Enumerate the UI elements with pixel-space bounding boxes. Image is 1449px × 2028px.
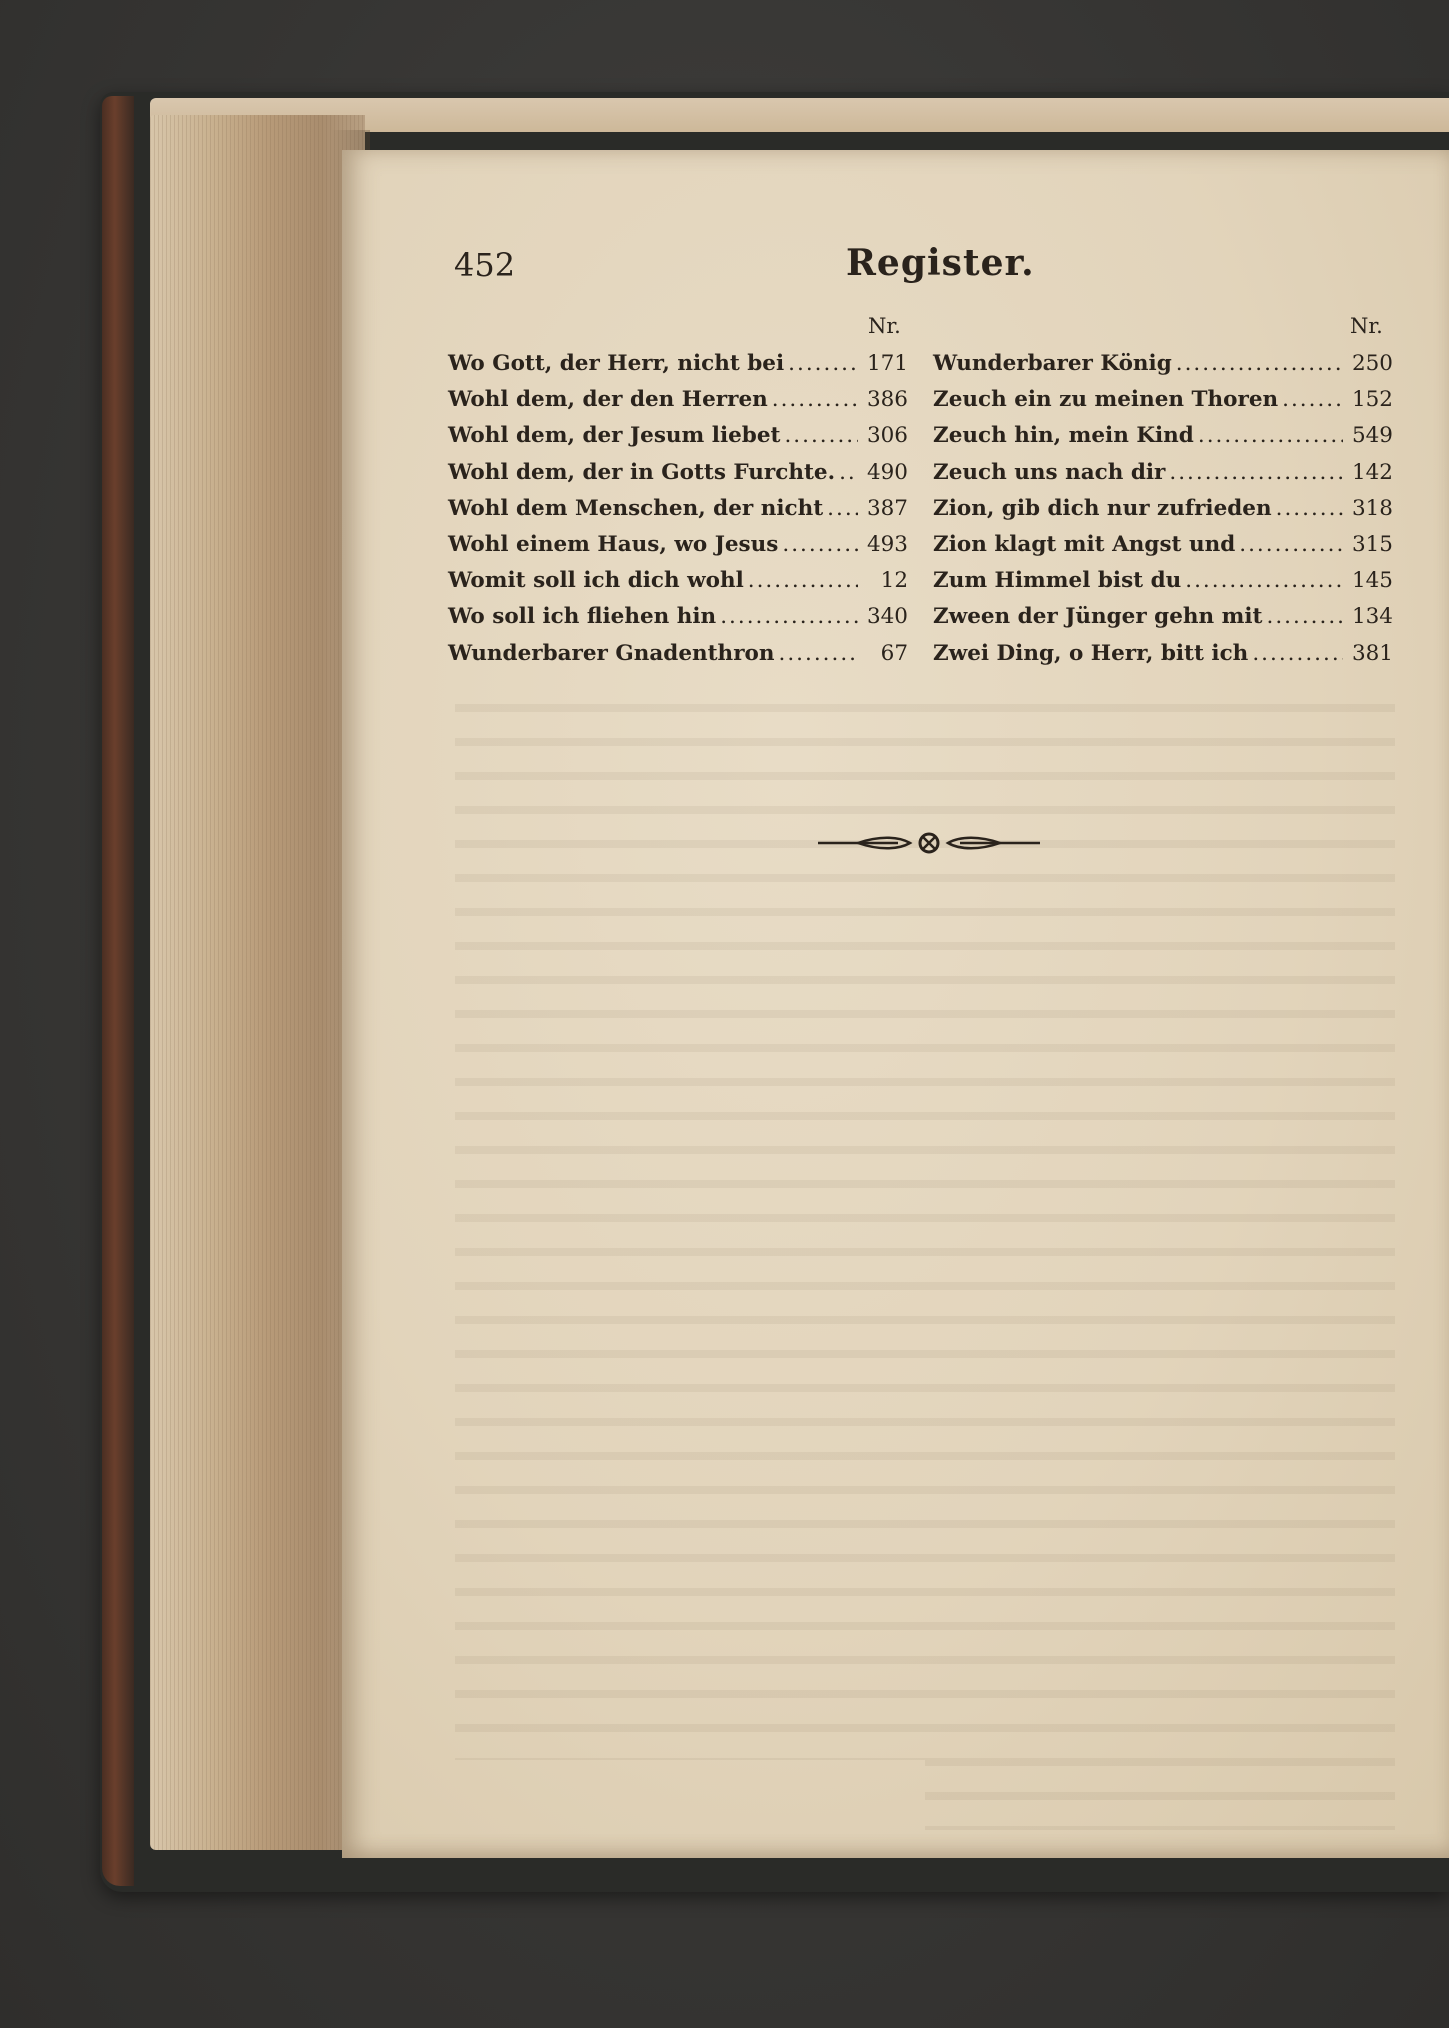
entry-number: 315	[1351, 531, 1393, 557]
index-entry	[933, 460, 1393, 496]
entry-title: Zeuch ein zu meinen Thoren	[933, 387, 1279, 413]
entry-title: Wohl einem Haus, wo Jesus	[448, 531, 779, 557]
leader-dots	[1276, 496, 1343, 521]
leader-dots	[782, 532, 858, 557]
entry-title: Zion klagt mit Angst und	[933, 531, 1236, 557]
entry-number: 134	[1351, 604, 1393, 630]
entry-number: 171	[866, 351, 908, 376]
index-entry	[448, 568, 908, 604]
index-column-left	[448, 351, 908, 677]
entry-title: Womit soll ich dich wohl	[448, 568, 744, 594]
entry-number: 145	[1351, 568, 1393, 594]
entry-title: Wohl dem, der den Herren	[448, 387, 768, 413]
entry-number: 490	[866, 459, 908, 485]
entry-title: Wohl dem Menschen, der nicht	[448, 495, 824, 521]
column-header-right: Nr.	[1350, 314, 1383, 338]
entry-number: 318	[1351, 495, 1393, 521]
entry-title: Wohl dem, der Jesum liebet	[448, 423, 781, 449]
entry-number: 493	[866, 531, 908, 557]
leader-dots	[1266, 604, 1343, 629]
index-entry	[448, 460, 908, 496]
leader-dots	[1282, 387, 1343, 412]
leader-dots	[1239, 532, 1343, 557]
page-title: Register.	[846, 242, 1035, 284]
entry-number: 340	[866, 604, 908, 630]
entry-number: 387	[866, 495, 908, 521]
index-entry	[448, 532, 908, 568]
index-entry	[448, 351, 908, 387]
book-spine-edge	[102, 96, 134, 1886]
index-entry	[933, 532, 1393, 568]
leader-dots	[1176, 351, 1343, 376]
entry-title: Zwei Ding, o Herr, bitt ich	[933, 640, 1249, 666]
leader-dots	[1198, 423, 1343, 448]
entry-title: Zeuch hin, mein Kind	[933, 423, 1194, 449]
index-entry	[933, 641, 1393, 677]
entry-title: Wo Gott, der Herr, nicht bei	[448, 351, 785, 376]
leader-dots	[720, 604, 858, 629]
entry-title: Wo soll ich fliehen hin	[448, 604, 717, 630]
index-entry	[933, 387, 1393, 423]
index-entry	[448, 641, 908, 677]
entry-number: 250	[1351, 351, 1393, 376]
leader-dots	[1252, 641, 1343, 666]
index-entry	[448, 387, 908, 423]
ornamental-divider	[818, 828, 1040, 858]
index-entry	[933, 351, 1393, 387]
leader-dots	[784, 423, 858, 448]
entry-number: 381	[1351, 640, 1393, 666]
index-entry	[448, 496, 908, 532]
entry-number: 12	[880, 568, 908, 594]
entry-number: 152	[1351, 387, 1393, 413]
entry-title: Zeuch uns nach dir	[933, 459, 1166, 485]
leader-dots	[1169, 460, 1343, 485]
leader-dots	[827, 496, 858, 521]
entry-title: Wunderbarer König	[933, 351, 1172, 376]
entry-title: Zum Himmel bist du	[933, 568, 1182, 594]
index-column-right	[933, 351, 1393, 677]
entry-number: 386	[866, 387, 908, 413]
index-entry	[448, 423, 908, 459]
leader-dots	[1185, 568, 1343, 593]
entry-title: Zween der Jünger gehn mit	[933, 604, 1263, 630]
entry-number: 306	[866, 423, 908, 449]
entry-title: Wunderbarer Gnadenthron	[448, 640, 775, 666]
index-entry	[933, 604, 1393, 640]
leader-dots	[839, 460, 858, 485]
index-entry	[933, 568, 1393, 604]
entry-number: 549	[1351, 423, 1393, 449]
column-header-left: Nr.	[868, 314, 901, 338]
leader-dots	[779, 641, 859, 666]
index-entry	[933, 423, 1393, 459]
entry-title: Wohl dem, der in Gotts Furchte.	[448, 459, 836, 485]
entry-number: 142	[1351, 459, 1393, 485]
leader-dots	[772, 387, 858, 412]
entry-number: 67	[880, 640, 908, 666]
leader-dots	[748, 568, 858, 593]
index-entry	[448, 604, 908, 640]
index-entry	[933, 496, 1393, 532]
leader-dots	[788, 351, 858, 376]
entry-title: Zion, gib dich nur zufrieden	[933, 495, 1272, 521]
page-number: 452	[454, 246, 516, 284]
